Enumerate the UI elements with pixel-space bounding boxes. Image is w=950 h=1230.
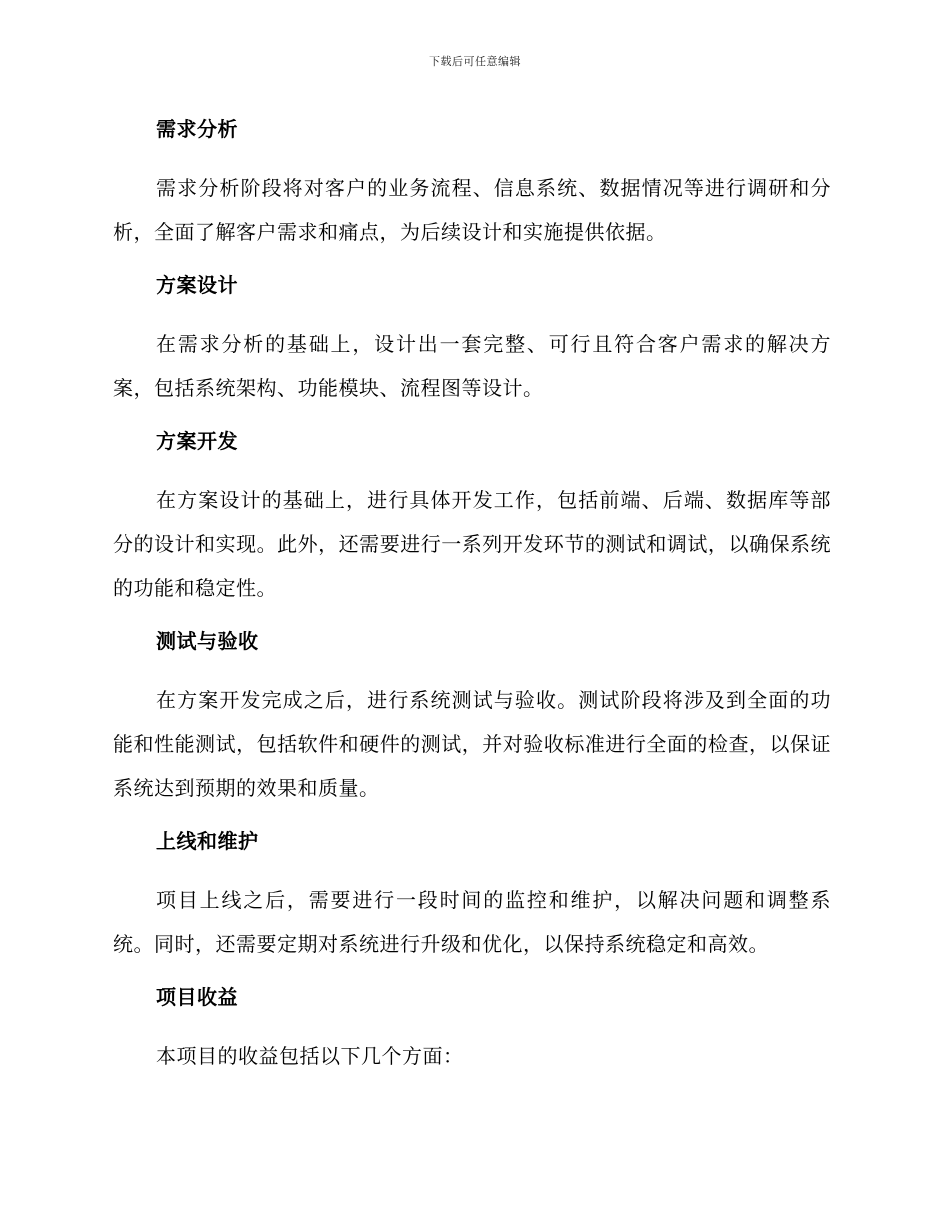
- section-project-benefits: [113, 980, 831, 1078]
- section-heading: 方案设计: [156, 273, 238, 297]
- section-solution-design: [113, 268, 831, 410]
- section-solution-development: [113, 424, 831, 610]
- document-body: [113, 112, 831, 1092]
- section-paragraph: 在方案开发完成之后，进行系统测试与验收。测试阶段将涉及到全面的功能和性能测试，包括软件和硬件的测试，并对验收标准进行全面的检查，以保证系统达到预期的效果和质量。: [113, 688, 831, 800]
- section-heading: 上线和维护: [156, 829, 259, 853]
- section-heading: 方案开发: [156, 429, 238, 453]
- section-requirements-analysis: [113, 112, 831, 254]
- section-testing-acceptance: [113, 624, 831, 810]
- section-paragraph: 项目上线之后，需要进行一段时间的监控和维护，以解决问题和调整系统。同时，还需要定期对系统进行升级和优化，以保持系统稳定和高效。: [113, 888, 831, 956]
- section-paragraph: 需求分析阶段将对客户的业务流程、信息系统、数据情况等进行调研和分析，全面了解客户需求和痛点，为后续设计和实施提供依据。: [113, 176, 831, 244]
- section-paragraph: 本项目的收益包括以下几个方面：: [156, 1044, 464, 1068]
- page-header: 下载后可任意编辑: [429, 55, 521, 68]
- section-paragraph: 在方案设计的基础上，进行具体开发工作，包括前端、后端、数据库等部分的设计和实现。此外，还需要进行一系列开发环节的测试和调试，以确保系统的功能和稳定性。: [113, 488, 831, 600]
- section-heading: 测试与验收: [156, 629, 259, 653]
- section-paragraph: 在需求分析的基础上，设计出一套完整、可行且符合客户需求的解决方案，包括系统架构、功能模块、流程图等设计。: [113, 332, 831, 400]
- section-heading: 项目收益: [156, 985, 238, 1009]
- section-launch-maintenance: [113, 824, 831, 966]
- section-heading: 需求分析: [156, 117, 238, 141]
